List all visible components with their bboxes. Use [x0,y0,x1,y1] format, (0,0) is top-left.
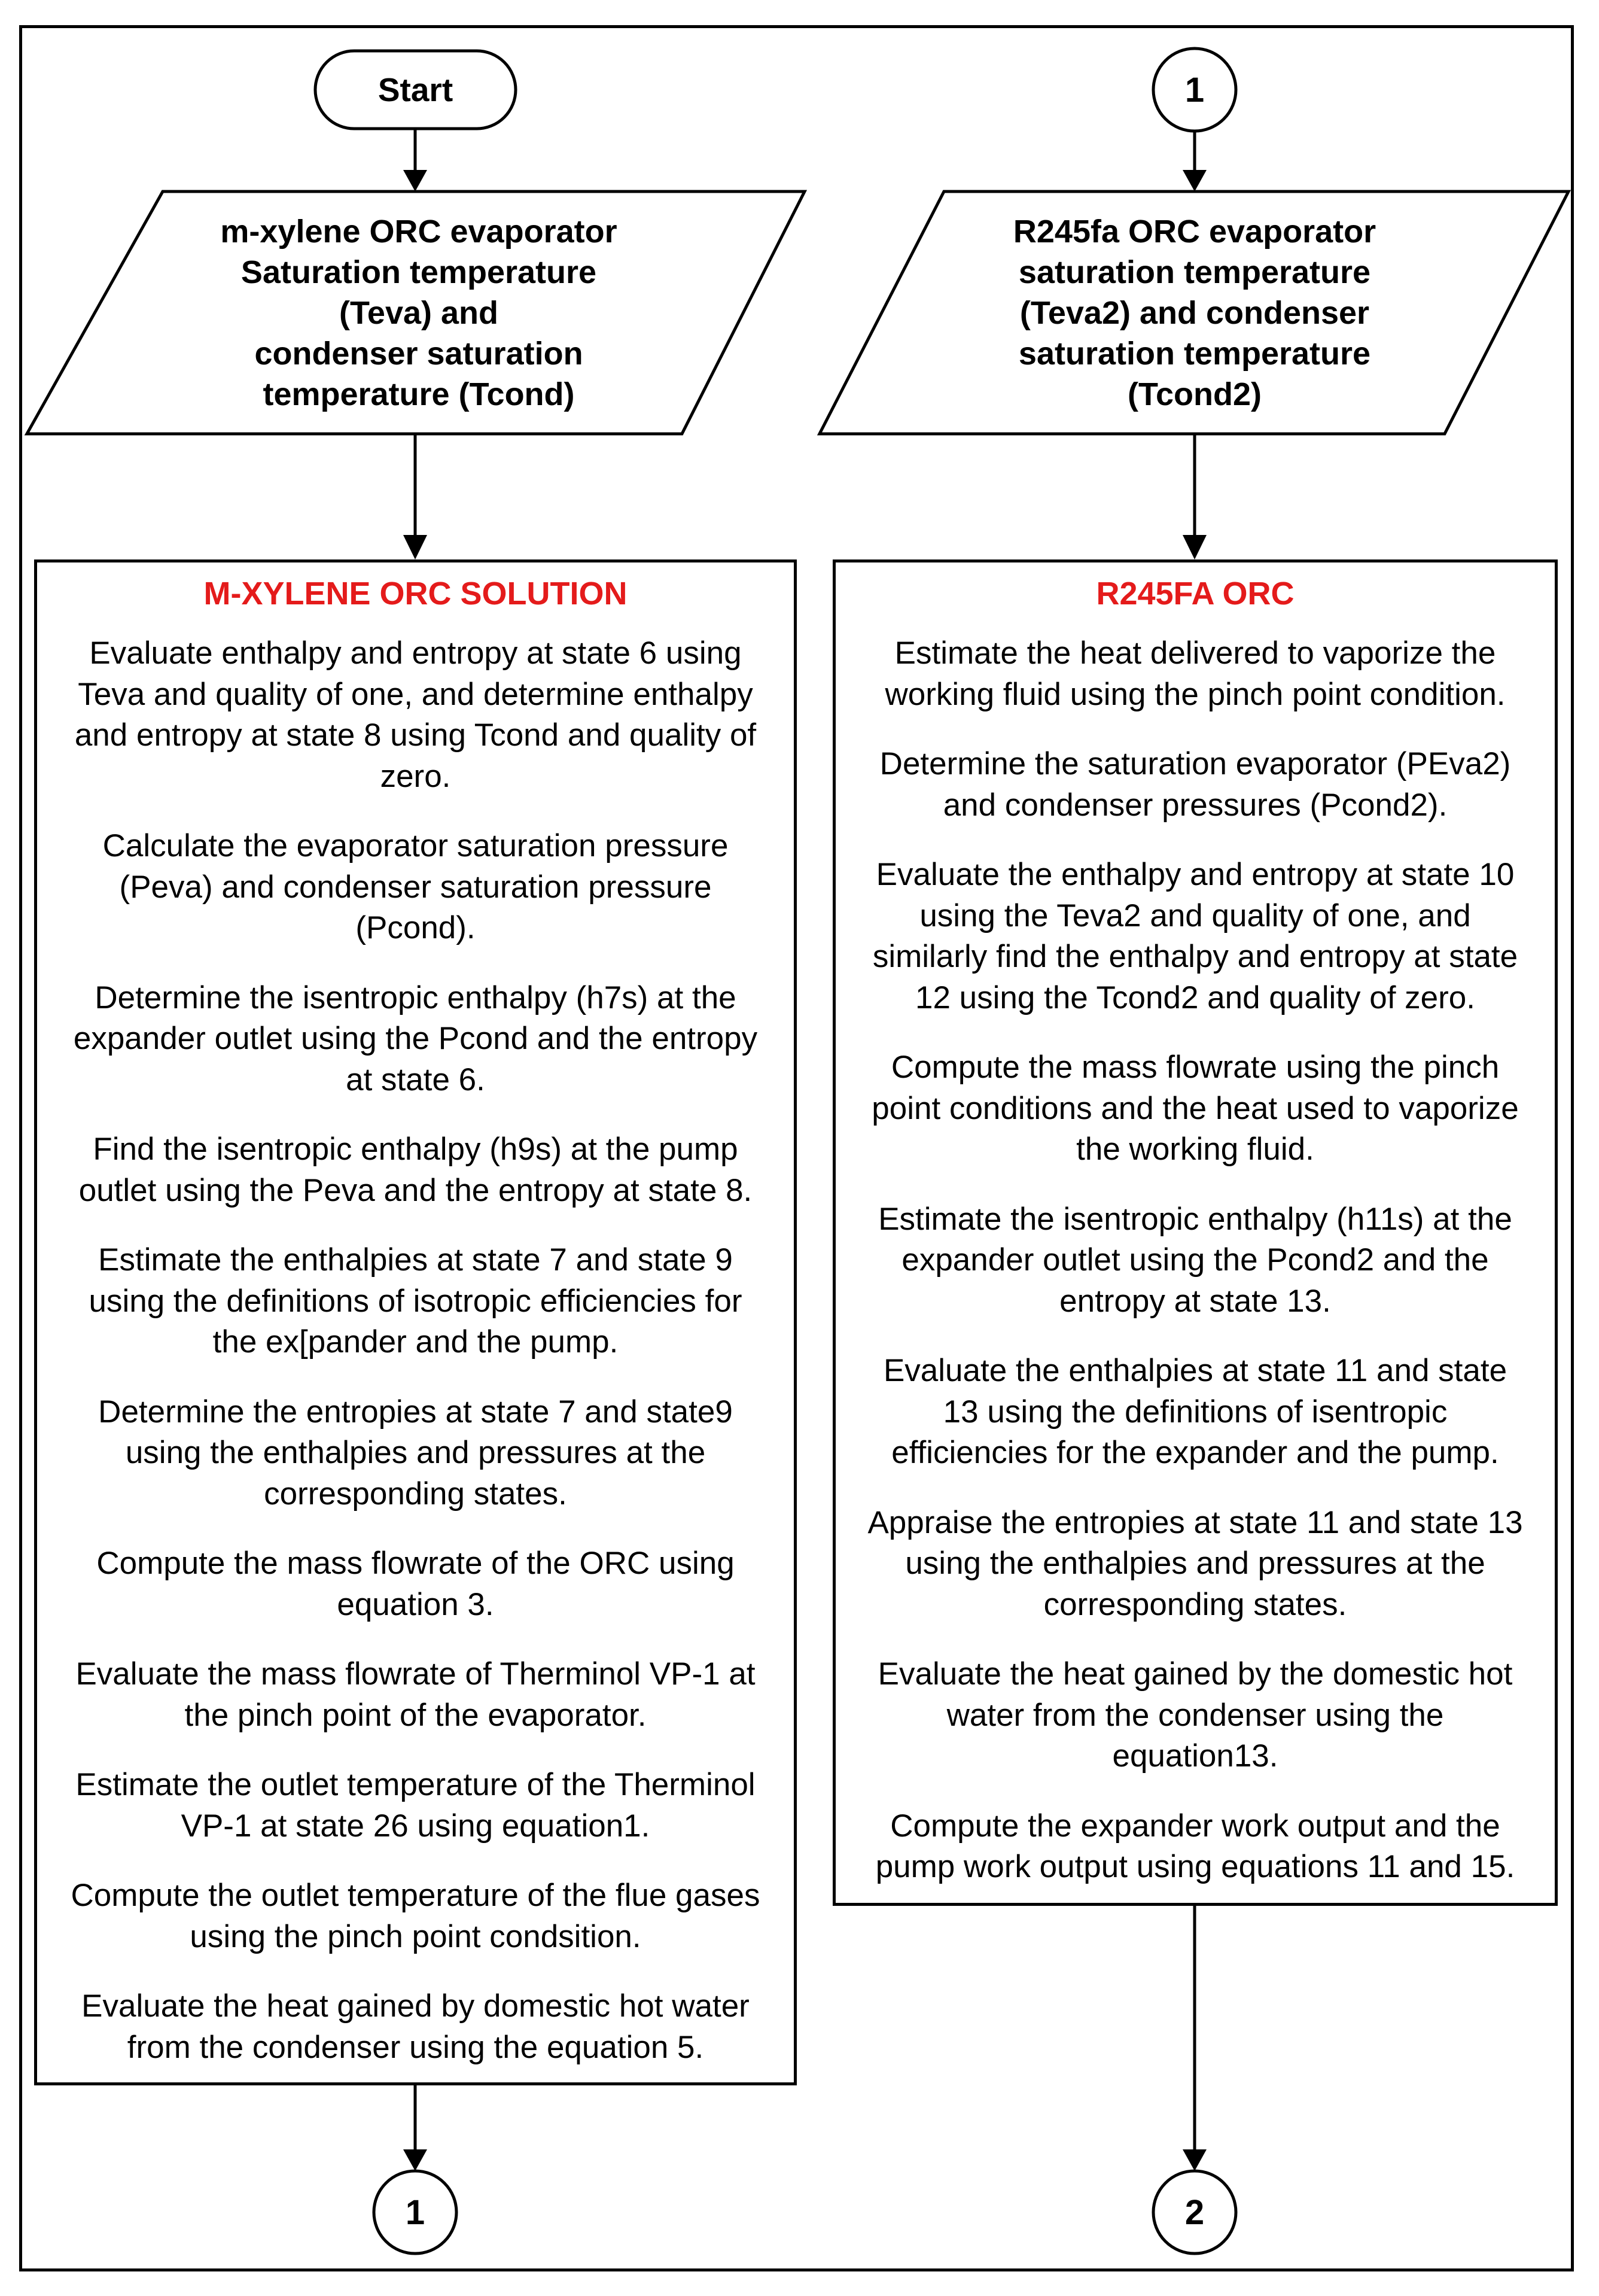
process-step [37,1875,794,1957]
step-line: Evaluate the enthalpies at state 11 and state [883,1353,1507,1388]
step-line: from the condenser using the equation 5. [127,2029,704,2065]
step-line: Evaluate the heat gained by the domestic hot [878,1656,1513,1692]
step-line: Compute the mass flowrate of the ORC using [96,1546,735,1581]
process-step [37,978,794,1101]
step-line: Appraise the entropies at state 11 and state 13 [867,1504,1523,1540]
process-step [836,1503,1555,1626]
step-line: and entropy at state 8 using Tcond and quality of [74,717,757,753]
process-step [836,854,1555,1018]
step-line: Determine the entropies at state 7 and state9 [98,1394,733,1430]
step-line: outlet using the Peva and the entropy at state 8. [78,1172,753,1208]
step-line: Evaluate the enthalpy and entropy at state 10 [876,857,1515,892]
right-input-line: R245fa ORC evaporator [1013,213,1376,250]
step-line: Find the isentropic enthalpy (h9s) at the pump [93,1132,738,1167]
connector-2-end-label: 2 [1184,2192,1205,2232]
left-input-line: temperature (Tcond) [263,376,575,412]
process-step [37,1765,794,1847]
step-line: corresponding states. [1043,1586,1347,1622]
right-input-line: (Tcond2) [1128,376,1262,412]
step-line: Evaluate enthalpy and entropy at state 6 using [89,635,742,671]
step-line: 13 using the definitions of isentropic [943,1394,1448,1430]
step-line: the ex[pander and the pump. [212,1324,619,1360]
step-line: Compute the mass flowrate using the pinch [891,1050,1500,1085]
r245fa-process-title: R245FA ORC [1096,576,1295,612]
step-line: pump work output using equations 11 and 15. [875,1849,1515,1884]
step-line: using the enthalpies and pressures at the [125,1435,706,1470]
left-input-line: condenser saturation [254,335,583,372]
step-line: using the Teva2 and quality of one, and [919,898,1471,933]
step-line: (Pcond). [355,910,476,945]
step-line: equation13. [1112,1738,1278,1774]
m-xylene-process-title: M-XYLENE ORC SOLUTION [203,576,628,612]
process-step [37,1392,794,1515]
process-step [37,633,794,797]
step-line: using the pinch point condsition. [190,1918,641,1954]
step-line: expander outlet using the Pcond and the entropy [73,1021,758,1056]
step-line: VP-1 at state 26 using equation1. [181,1808,650,1844]
step-line: efficiencies for the expander and the pump. [891,1435,1499,1470]
step-line: Teva and quality of one, and determine enthalpy [78,676,753,712]
left-input-line: m-xylene ORC evaporator [220,213,617,250]
step-line: Estimate the heat delivered to vaporize the [894,635,1496,671]
connector-1-start-label: 1 [1184,70,1205,110]
process-step [37,1129,794,1211]
process-step [836,744,1555,826]
left-input-line: Saturation temperature [240,254,597,290]
step-line: Determine the isentropic enthalpy (h7s) at the [95,980,736,1015]
step-line: using the enthalpies and pressures at the [905,1546,1485,1581]
step-line: using the definitions of isotropic efficiencies for [89,1283,742,1319]
step-line: the working fluid. [1076,1132,1314,1167]
step-line: expander outlet using the Pcond2 and the [901,1242,1489,1278]
process-step [37,1654,794,1736]
arrow-connector-to-input-right [1183,131,1207,191]
arrow-input-to-process-right [1183,434,1207,559]
process-step [836,633,1555,715]
start-label: Start [377,71,453,108]
step-line: similarly find the enthalpy and entropy at state [872,939,1518,974]
step-line: Estimate the outlet temperature of the Therminol [75,1767,756,1802]
process-step [37,1543,794,1625]
arrow-input-to-process-left [403,434,427,559]
left-input-line: (Teva) and [339,294,499,331]
process-step [836,1047,1555,1170]
step-line: and condenser pressures (Pcond2). [943,787,1448,823]
arrow-process-to-connector-1 [403,2085,427,2171]
left-input-text [120,200,718,425]
step-line: entropy at state 13. [1059,1283,1331,1319]
m-xylene-process-box [34,559,797,2085]
step-line: Evaluate the heat gained by domestic hot water [81,1988,750,2024]
process-step [836,1199,1555,1322]
process-step [37,1986,794,2068]
step-line: Calculate the evaporator saturation pressure [102,828,729,863]
process-step [836,1806,1555,1888]
process-step [836,1351,1555,1474]
step-line: the pinch point of the evaporator. [184,1697,647,1733]
step-line: Estimate the isentropic enthalpy (h11s) at the [878,1201,1512,1237]
right-input-text [896,200,1494,425]
arrow-process-to-connector-2 [1183,1906,1207,2171]
r245fa-process-box [833,559,1558,1906]
step-line: 12 using the Tcond2 and quality of zero. [915,980,1475,1015]
step-line: Evaluate the mass flowrate of Therminol VP-1 at [75,1656,756,1692]
step-line: Compute the outlet temperature of the flue gases [71,1878,760,1913]
step-line: zero. [380,758,451,794]
step-line: Compute the expander work output and the [890,1808,1500,1844]
step-line: (Peva) and condenser saturation pressure [119,869,712,905]
step-line: water from the condenser using the [946,1697,1444,1733]
right-input-line: saturation temperature [1018,254,1371,290]
process-step [836,1654,1555,1777]
step-line: point conditions and the heat used to vaporize [872,1090,1519,1126]
step-line: working fluid using the pinch point condition. [885,676,1506,712]
process-step [37,826,794,949]
step-line: at state 6. [346,1062,485,1097]
right-input-line: saturation temperature [1018,335,1371,372]
step-line: corresponding states. [264,1476,567,1512]
step-line: Determine the saturation evaporator (PEva2) [879,746,1511,781]
step-line: Estimate the enthalpies at state 7 and state 9 [98,1242,733,1278]
connector-1-end-label: 1 [405,2192,425,2232]
right-input-line: (Teva2) and condenser [1019,294,1370,331]
step-line: equation 3. [337,1586,494,1622]
arrow-start-to-input [403,129,427,191]
process-step [37,1240,794,1363]
